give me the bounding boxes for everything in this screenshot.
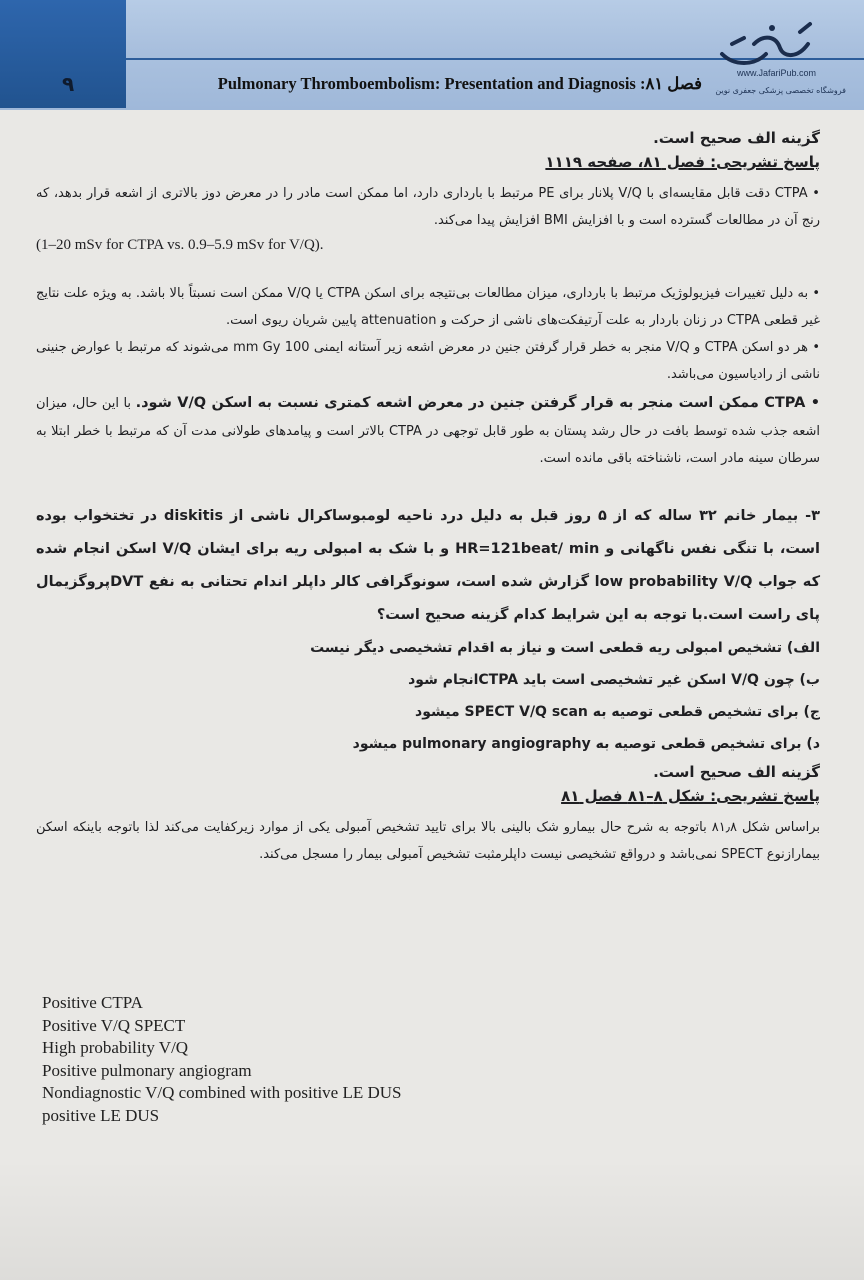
page-shadow xyxy=(0,1160,864,1280)
logo-shop-name: فروشگاه تخصصی پزشکی جعفری نوین xyxy=(715,86,846,95)
bullet-paragraph: • CTPA دقت قابل مقایسه‌ای با V/Q پلانار برای PE مرتبط با بارداری دارد، اما ممکن است مادر را در معرض دوز بالاتری از اشعه قرار بدهد، که رنج آن در مطالعات گسترده است و با افزایش BMI افزایش پیدا می‌کند. xyxy=(36,186,820,228)
running-title: Pulmonary Thromboembolism: Presentation and Diagnosis :۸۱ فصل xyxy=(217,74,702,93)
criteria-list xyxy=(42,992,402,1127)
list-item: Positive CTPA xyxy=(42,993,143,1012)
bold-statement: • CTPA ممکن است منجر به قرار گرفتن جنین در معرض اشعه کمتری نسبت به اسکن V/Q شود. xyxy=(135,395,820,411)
page-number: ۹ xyxy=(62,72,75,96)
list-item: Positive V/Q SPECT xyxy=(42,1015,186,1035)
dose-comparison-line: (1–20 mSv for CTPA vs. 0.9–5.9 mSv for V/Q). xyxy=(36,237,324,253)
page-content xyxy=(36,126,820,868)
option-c: ج) برای تشخیص قطعی توصیه به SPECT V/Q scan میشود xyxy=(415,704,820,720)
reference-line: پاسخ تشریحی: فصل ۸۱، صفحه ۱۱۱۹ xyxy=(545,153,820,171)
question-stem: ۳- بیمار خانم ۳۲ ساله که از ۵ روز قبل به دلیل درد ناحیه لومبوساکرال ناشی از diskitis در تختخواب بوده است، با تنگی نفس ناگهانی و HR=121beat/ min و با شک به امبولی ریه برای ایشان V/Q اسکن انجام شده که جواب low probability V/Q گزارش شده است، سونوگرافی کالر داپلر اندام تحتانی به نفع DVTپروگزیمال پای راست است.با توجه به این شرایط کدام گزینه صحیح است؟ xyxy=(36,508,821,623)
list-item: positive LE DUS xyxy=(42,1105,160,1125)
bullet-paragraph: • به دلیل تغییرات فیزیولوژیک مرتبط با بارداری، میزان مطالعات بی‌نتیجه برای اسکن CTPA یا V/Q ممکن است نسبتاً بالا باشد. به ویژه علت نتایج غیر قطعی CTPA در زنان باردار به علت آرتیفکت‌های ناشی از حرکت و attenuation پایین شریان ریوی است. xyxy=(36,286,820,328)
list-item: Nondiagnostic V/Q combined with positive LE DUS xyxy=(42,1083,402,1102)
answer-line: گزینه الف صحیح است. xyxy=(653,763,820,781)
logo-url: www.JafariPub.com xyxy=(736,68,816,78)
option-a: الف) تشخیص امبولی ریه قطعی است و نیاز به اقدام تشخیصی دیگر نیست xyxy=(310,640,820,656)
option-d: د) برای تشخیص قطعی توصیه به pulmonary angiography میشود xyxy=(352,736,820,752)
option-b: ب) چون V/Q اسکن غیر تشخیصی است باید CTPAانجام شود xyxy=(408,672,820,688)
reference-line: پاسخ تشریحی: شکل ۸–۸۱ فصل ۸۱ xyxy=(561,787,820,805)
list-item: Positive pulmonary angiogram xyxy=(42,1060,252,1080)
list-item: High probability V/Q xyxy=(42,1038,189,1057)
bullet-paragraph: • هر دو اسکن CTPA و V/Q منجر به خطر قرار گرفتن جنین در معرض اشعه زیر آستانه ایمنی 100 mm Gy می‌شوند که مرتبط با عوارض جنینی ناشی از رادیاسیون می‌باشد. xyxy=(36,340,820,382)
answer-line: گزینه الف صحیح است. xyxy=(653,129,820,147)
bullet-paragraph xyxy=(36,388,820,472)
statement-continuation: با این حال، میزان اشعه جذب شده توسط بافت در حال رشد پستان به طور قابل توجهی در CTPA بالاتر است و پیامدهای طولانی مدت آن که مرتبط با خطر ابتلا به سرطان سینه مادر است، ناشناخته باقی مانده است. xyxy=(36,396,820,466)
page-header xyxy=(0,0,864,108)
explanation-paragraph: براساس شکل ۸۱٫۸ باتوجه به شرح حال بیمارو شک بالینی بالا برای تایید تشخیص آمبولی یکی از موارد زیرکفایت می‌کند لذا باتوجه باینکه اسکن بیمارازنوع SPECT نمی‌باشد و درواقع تشخیصی نیست داپلرمثبت تشخیص آمبولی بیمار را مسجل می‌کند. xyxy=(36,820,820,862)
page-number-tab xyxy=(0,0,126,108)
